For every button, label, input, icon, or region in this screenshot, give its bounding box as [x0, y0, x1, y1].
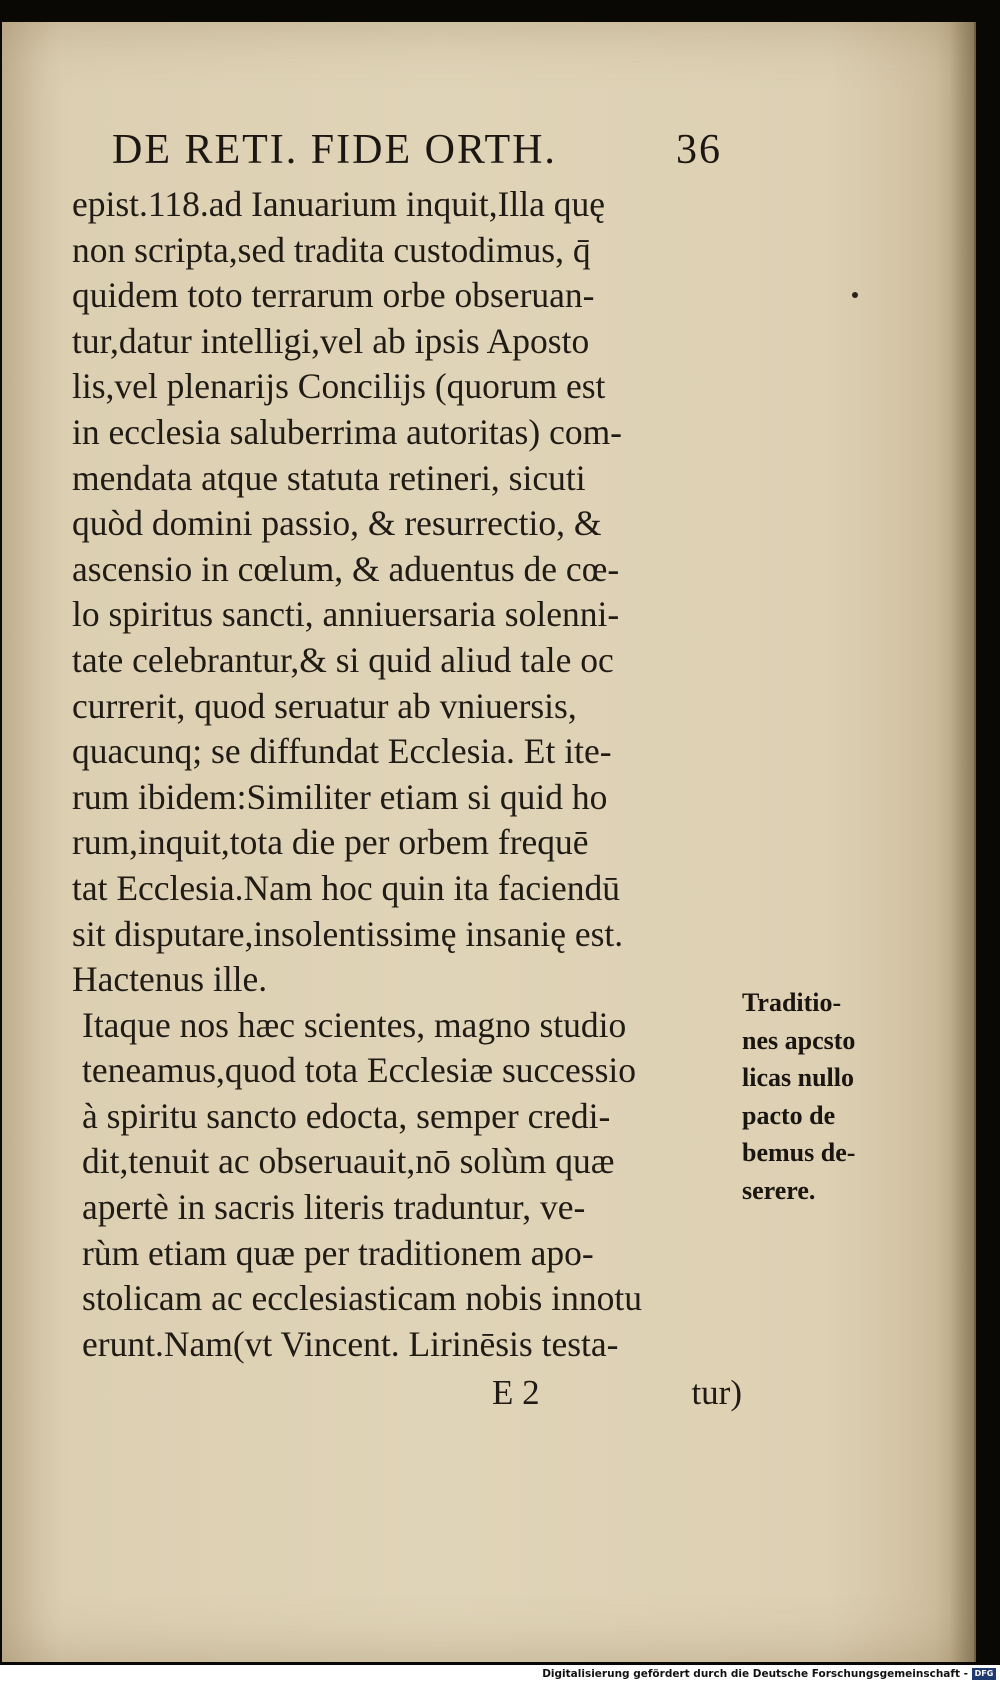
text-line: lo spiritus sancti, anniuersaria solenni-	[72, 594, 620, 635]
body-text	[72, 182, 732, 1367]
digitization-credit: Digitalisierung gefördert durch die Deutsche Forschungsgemeinschaft -	[542, 1668, 968, 1680]
text-line: Itaque nos hæc scientes, magno studio	[82, 1004, 627, 1045]
margin-note-line: serere.	[742, 1175, 816, 1205]
text-line: Hactenus ille.	[72, 959, 268, 1000]
text-line: tur,datur intelligi,vel ab ipsis Aposto	[72, 320, 590, 361]
page-edge-shadow	[950, 22, 974, 1662]
signature-mark: E 2	[492, 1373, 540, 1412]
text-line: in ecclesia saluberrima autoritas) com-	[72, 411, 623, 452]
text-line: currerit, quod seruatur ab vniuersis,	[72, 685, 577, 726]
text-line: quòd domini passio, & resurrectio, &	[72, 503, 602, 544]
text-line: sit disputare,insolentissimę insanię est.	[72, 913, 624, 954]
text-line: à spiritu sancto edocta, semper credi-	[82, 1095, 611, 1136]
text-line: tate celebrantur,& si quid aliud tale oc	[72, 639, 614, 680]
text-line: quidem toto terrarum orbe obseruan-	[72, 275, 595, 316]
text-line: teneamus,quod tota Ecclesiæ successio	[82, 1050, 637, 1091]
text-line: erunt.Nam(vt Vincent. Lirinēsis testa-	[82, 1323, 619, 1364]
text-line: lis,vel plenarijs Concilijs (quorum est	[72, 366, 606, 407]
page-header	[112, 122, 722, 178]
text-line: rum,inquit,tota die per orbem frequē	[72, 822, 589, 863]
text-line: apertè in sacris literis traduntur, ve-	[82, 1187, 586, 1228]
text-line: dit,tenuit ac obseruauit,nō solùm quæ	[82, 1141, 615, 1182]
text-line: rùm etiam quæ per traditionem apo-	[82, 1232, 594, 1273]
text-line: non scripta,sed tradita custodimus, q̄	[72, 229, 591, 270]
text-line: epist.118.ad Ianuarium inquit,Illa quę	[72, 184, 606, 224]
margin-note-line: Traditio-	[742, 988, 842, 1017]
text-line: ascensio in cœlum, & aduentus de cœ-	[72, 548, 620, 589]
text-line: tat Ecclesia.Nam hoc quin ita faciendū	[72, 867, 621, 908]
margin-note-line: pacto de	[742, 1100, 836, 1130]
margin-note-line: licas nullo	[742, 1063, 854, 1092]
book-page	[2, 22, 976, 1662]
catchword: tur)	[691, 1373, 742, 1412]
running-head: DE RETI. FIDE ORTH.	[112, 127, 557, 173]
ink-speck	[852, 292, 858, 298]
text-line: rum ibidem:Similiter etiam si quid ho	[72, 776, 608, 817]
text-line: stolicam ac ecclesiasticam nobis innotu	[82, 1278, 642, 1319]
margin-note-line: bemus de-	[742, 1138, 856, 1167]
text-line: quacunq; se diffundat Ecclesia. Et ite-	[72, 731, 612, 772]
page-number: 36	[676, 127, 722, 173]
text-line: mendata atque statuta retineri, sicuti	[72, 457, 586, 498]
dfg-logo: DFG	[972, 1668, 996, 1680]
page-footer	[482, 1368, 742, 1418]
margin-note-line: nes apcsto	[742, 1025, 856, 1055]
margin-note	[742, 984, 892, 1209]
